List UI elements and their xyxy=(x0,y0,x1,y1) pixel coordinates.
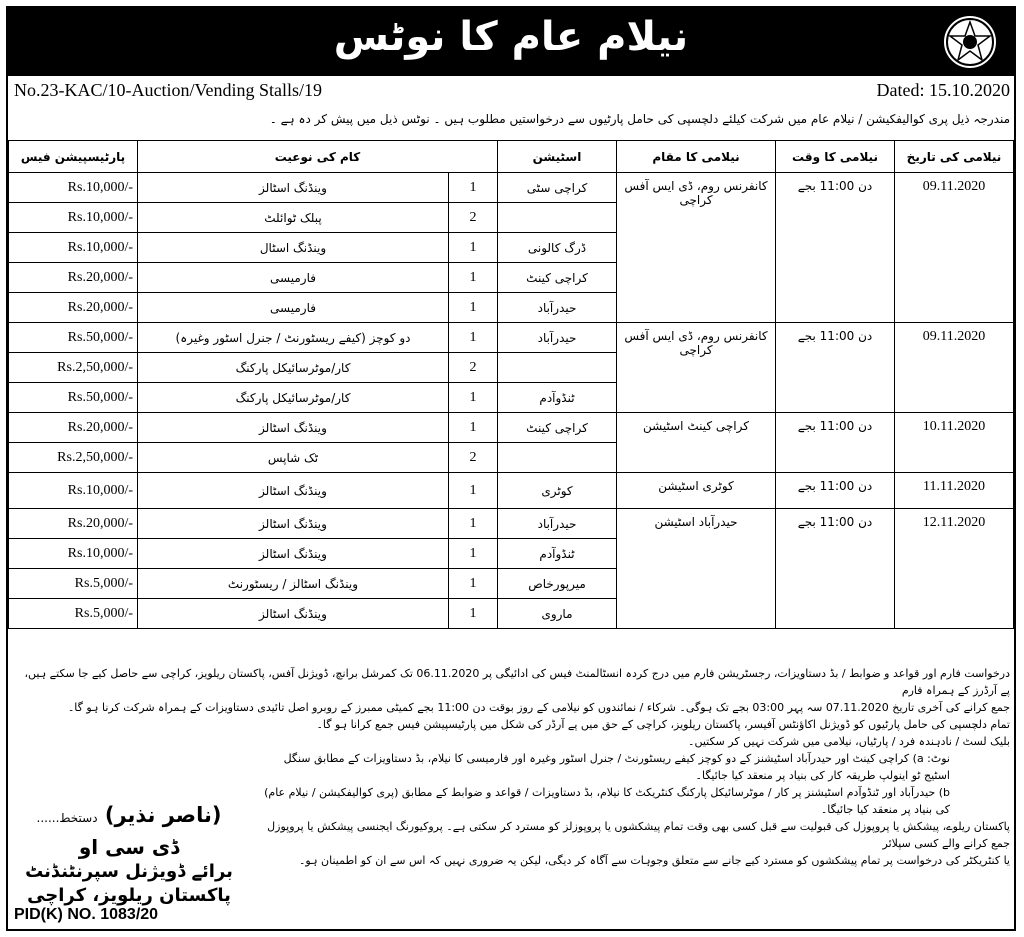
station-cell xyxy=(498,353,617,383)
date-cell: 09.11.2020 xyxy=(895,323,1014,413)
venue-cell: کراچی کینٹ اسٹیشن xyxy=(617,413,776,473)
qty-cell: 1 xyxy=(449,173,498,203)
fee-cell: Rs.10,000/- xyxy=(9,173,138,203)
reference-row xyxy=(14,80,1010,104)
terms-paragraph: بلیک لسٹ / نادہندہ فرد / پارٹیاں، نیلامی میں شرکت نہیں کر سکتیں۔ xyxy=(688,735,1010,748)
table-row xyxy=(9,173,1014,203)
officer-title-3: پاکستان ریلویز، کراچی xyxy=(27,885,231,906)
work-cell: کار/موٹرسائیکل پارکنگ xyxy=(138,353,449,383)
fee-cell: Rs.50,000/- xyxy=(9,323,138,353)
work-cell: وینڈنگ اسٹالز xyxy=(138,509,449,539)
notice-date: Dated: 15.10.2020 xyxy=(876,80,1010,100)
work-cell: وینڈنگ اسٹالز xyxy=(138,173,449,203)
table-row xyxy=(9,323,1014,353)
fee-cell: Rs.10,000/- xyxy=(9,539,138,569)
qty-cell: 1 xyxy=(449,263,498,293)
qty-cell: 1 xyxy=(449,293,498,323)
work-cell: وینڈنگ اسٹال xyxy=(138,233,449,263)
time-cell: دن 11:00 بجے xyxy=(776,323,895,413)
work-cell: ٹک شاپس xyxy=(138,443,449,473)
fee-cell: Rs.2,50,000/- xyxy=(9,443,138,473)
note-b-text: حیدرآباد اور ٹنڈوآدم اسٹیشنز پر کار / موٹرسائیکل پارکنگ کنٹریکٹ کا نیلام، بڈ دستاویزات / قواعد و ضوابط کے مطابق (پری کوالیفکیشن / نیلام عام) کی بنیاد پر منعقد کیا جائیگا۔ xyxy=(264,786,950,816)
qty-cell: 1 xyxy=(449,539,498,569)
fee-cell: Rs.10,000/- xyxy=(9,473,138,509)
station-cell: حیدرآباد xyxy=(498,293,617,323)
reference-number: No.23-KAC/10-Auction/Vending Stalls/19 xyxy=(14,80,322,100)
qty-cell: 1 xyxy=(449,233,498,263)
title-banner xyxy=(8,8,1014,76)
station-cell xyxy=(498,203,617,233)
note-a-text: کراچی کینٹ اور حیدرآباد اسٹیشنز کے دو کوچز کیفے ریسٹورنٹ / جنرل اسٹور وغیرہ اور فارمیسی کا نیلام، بڈ دستاویزات کے مطابق سنگل اسٹیج ٹو اینولپ طریقہ کار کی بنیاد پر منعقد کیا جائیگا۔ xyxy=(283,752,950,782)
fee-cell: Rs.20,000/- xyxy=(9,263,138,293)
header-venue: نیلامی کا مقام xyxy=(617,141,776,173)
fee-cell: Rs.10,000/- xyxy=(9,233,138,263)
terms-paragraph: جمع کرانے کی آخری تاریخ 07.11.2020 سہ پہر 03:00 بجے تک ہوگی۔ شرکاء / نمائندوں کو نیلامی کے روز بوقت دن 11:00 بجے کمیٹی ممبرز کے روبرو اصل تائیدی دستاویزات کے ہمراہ شرکت کرنا ہو گا۔ xyxy=(67,701,1010,714)
station-cell: کراچی کینٹ xyxy=(498,263,617,293)
pid-number: PID(K) NO. 1083/20 xyxy=(14,906,159,923)
header-work: کام کی نوعیت xyxy=(138,141,498,173)
qty-cell: 1 xyxy=(449,323,498,353)
time-cell: دن 11:00 بجے xyxy=(776,473,895,509)
venue-cell: حیدرآباد اسٹیشن xyxy=(617,509,776,629)
work-cell: وینڈنگ اسٹالز xyxy=(138,413,449,443)
venue-cell: کانفرنس روم، ڈی ایس آفس کراچی xyxy=(617,173,776,323)
venue-cell: کوٹری اسٹیشن xyxy=(617,473,776,509)
pakistan-railways-logo-icon xyxy=(942,14,998,70)
fee-cell: Rs.20,000/- xyxy=(9,509,138,539)
table-header-row xyxy=(9,141,1014,173)
station-cell: حیدرآباد xyxy=(498,509,617,539)
time-cell: دن 11:00 بجے xyxy=(776,509,895,629)
auction-table xyxy=(8,140,1014,629)
fee-cell: Rs.10,000/- xyxy=(9,203,138,233)
terms-paragraph: تمام دلچسپی کی حامل پارٹیوں کو ڈویژنل اکاؤنٹس آفیسر، پاکستان ریلویز، کراچی کے حق میں پے آرڈر کی شکل میں پارٹیسپیشن فیس جمع کرانا ہو گا۔ xyxy=(316,718,1010,731)
station-cell: ماروی xyxy=(498,599,617,629)
terms-paragraph: پاکستان ریلوے، پیشکش یا پروپوزل کی قبولیت سے قبل کسی بھی وقت تمام پیشکشوں یا پروپوزلز کو مسترد کر سکتی ہے۔ پروکیورنگ ایجنسی پیشکش یا پروپوزل جمع کرانے والے کسی سپلائر xyxy=(267,820,1010,850)
station-cell xyxy=(498,443,617,473)
station-cell: کراچی کینٹ xyxy=(498,413,617,443)
work-cell: فارمیسی xyxy=(138,293,449,323)
work-cell: وینڈنگ اسٹالز / ریسٹورنٹ xyxy=(138,569,449,599)
intro-text: مندرجہ ذیل پری کوالیفکیشن / نیلام عام میں شرکت کیلئے دلچسپی کی حامل پارٹیوں سے درخواستیں مطلوب ہیں ۔ نوٹس ذیل میں پیش کر دہ ہے ۔ xyxy=(269,112,1010,126)
time-cell: دن 11:00 بجے xyxy=(776,413,895,473)
date-cell: 11.11.2020 xyxy=(895,473,1014,509)
header-station: اسٹیشن xyxy=(498,141,617,173)
signature-name: (ناصر نذیر) xyxy=(104,803,222,827)
station-cell: ٹنڈوآدم xyxy=(498,539,617,569)
date-cell: 12.11.2020 xyxy=(895,509,1014,629)
officer-title-1: ڈی سی او xyxy=(78,835,180,859)
work-cell: وینڈنگ اسٹالز xyxy=(138,599,449,629)
station-cell: حیدرآباد xyxy=(498,323,617,353)
date-cell: 10.11.2020 xyxy=(895,413,1014,473)
station-cell: میرپورخاص xyxy=(498,569,617,599)
qty-cell: 1 xyxy=(449,473,498,509)
table-row xyxy=(9,413,1014,443)
time-cell: دن 11:00 بجے xyxy=(776,173,895,323)
note-b-label: b) xyxy=(938,786,950,799)
work-cell: دو کوچز (کیفے ریسٹورنٹ / جنرل اسٹور وغیرہ) xyxy=(138,323,449,353)
work-cell: فارمیسی xyxy=(138,263,449,293)
fee-cell: Rs.2,50,000/- xyxy=(9,353,138,383)
notice-title: نیلام عام کا نوٹس xyxy=(333,14,689,60)
qty-cell: 1 xyxy=(449,413,498,443)
note-a xyxy=(14,750,1010,784)
fee-cell: Rs.20,000/- xyxy=(9,413,138,443)
station-cell: کوٹری xyxy=(498,473,617,509)
table-row xyxy=(9,473,1014,509)
work-cell: پبلک ٹوائلٹ xyxy=(138,203,449,233)
station-cell: ٹنڈوآدم xyxy=(498,383,617,413)
table-row xyxy=(9,509,1014,539)
fee-cell: Rs.20,000/- xyxy=(9,293,138,323)
qty-cell: 1 xyxy=(449,383,498,413)
qty-cell: 1 xyxy=(449,569,498,599)
signature-label: دستخط...... xyxy=(36,811,98,825)
work-cell: کار/موٹرسائیکل پارکنگ xyxy=(138,383,449,413)
header-fee: پارٹیسپیشن فیس xyxy=(9,141,138,173)
work-cell: وینڈنگ اسٹالز xyxy=(138,473,449,509)
terms-paragraph: یا کنٹریکٹر کی درخواست پر تمام پیشکشوں کو مسترد کیے جانے سے متعلق وجوہات سے آگاہ کر دیگی، لیکن یہ ضروری نہیں کہ اس سے ان کو اطمینان ہو۔ xyxy=(298,854,1010,867)
header-time: نیلامی کا وقت xyxy=(776,141,895,173)
qty-cell: 2 xyxy=(449,203,498,233)
fee-cell: Rs.5,000/- xyxy=(9,569,138,599)
fee-cell: Rs.50,000/- xyxy=(9,383,138,413)
station-cell: کراچی سٹی xyxy=(498,173,617,203)
qty-cell: 2 xyxy=(449,353,498,383)
station-cell: ڈرگ کالونی xyxy=(498,233,617,263)
work-cell: وینڈنگ اسٹالز xyxy=(138,539,449,569)
qty-cell: 1 xyxy=(449,599,498,629)
officer-title-2: برائے ڈویژنل سپرنٹنڈنٹ xyxy=(25,861,233,882)
terms-paragraph: درخواست فارم اور قواعد و ضوابط / بڈ دستاویزات، رجسٹریشن فارم میں درج کردہ انسٹالمنٹ فیس کی ادائیگی پر 06.11.2020 تک کمرشل برانچ، ڈویژنل آفس، پاکستان ریلویز، کراچی سے حاصل کیے جا سکتے ہیں، پے آرڈرز کے ہمراہ فارم xyxy=(24,667,1010,697)
venue-cell: کانفرنس روم، ڈی ایس آفس کراچی xyxy=(617,323,776,413)
qty-cell: 1 xyxy=(449,509,498,539)
fee-cell: Rs.5,000/- xyxy=(9,599,138,629)
header-date: نیلامی کی تاریخ xyxy=(895,141,1014,173)
date-cell: 09.11.2020 xyxy=(895,173,1014,323)
signature-line xyxy=(14,803,244,827)
note-a-label: نوٹ: a) xyxy=(912,752,950,765)
qty-cell: 2 xyxy=(449,443,498,473)
